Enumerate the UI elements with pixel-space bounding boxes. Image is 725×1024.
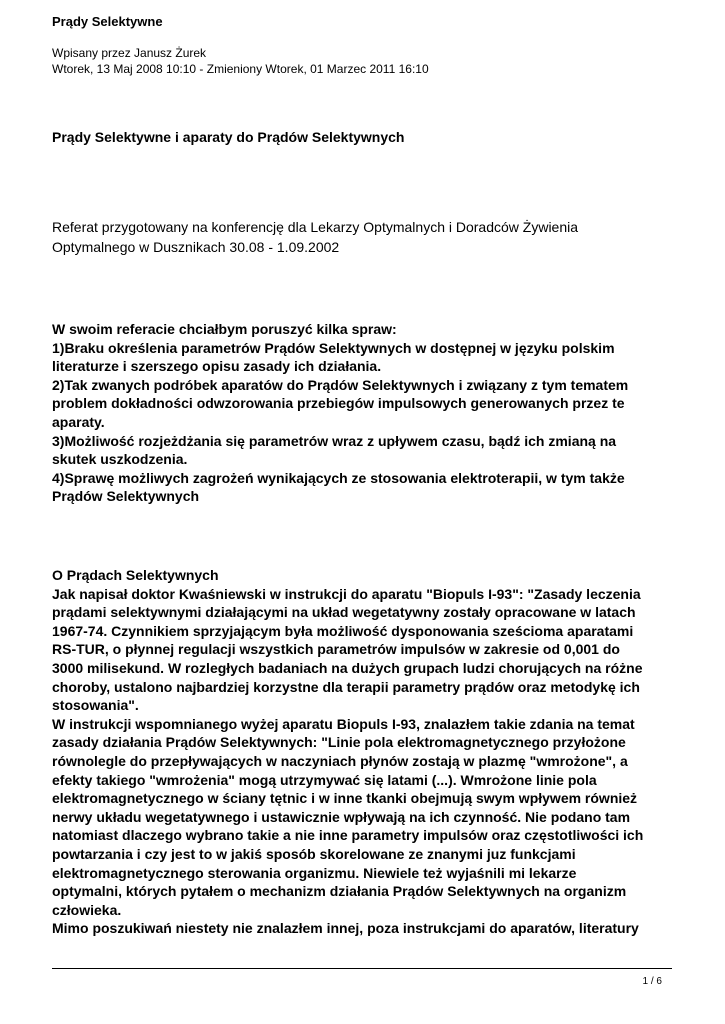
body-line: elektromagnetycznego w ściany tętnic i w inne tkanki obejmują swym wpływem również (52, 790, 638, 807)
body-line: W instrukcji wspomnianego wyżej aparatu Biopuls I-93, znalazłem takie zdania na temat (52, 715, 635, 732)
body-line: Mimo poszukiwań niestety nie znalazłem innej, poza instrukcjami do aparatów, literatury (52, 920, 639, 937)
body-line: powtarzania i czy jest to w jakiś sposób skorelowane ze znanymi juz funkcjami (52, 845, 576, 862)
body-line: zasady działania Prądów Selektywnych: "Linie pola elektromagnetycznego przyłożone (52, 734, 626, 751)
topics-list (52, 320, 677, 506)
topics-line: 1)Braku określenia parametrów Prądów Selektywnych w dostępnej w języku polskim (52, 339, 615, 356)
document-header-title: Prądy Selektywne (52, 14, 163, 29)
body-line: prądami selektywnymi działającymi na układ wegetatywny zostały opracowane w latach (52, 604, 636, 621)
date-line: Wtorek, 13 Maj 2008 10:10 - Zmieniony Wtorek, 01 Marzec 2011 16:10 (52, 62, 429, 76)
article-title: Prądy Selektywne i aparaty do Prądów Selektywnych (52, 129, 405, 145)
body-line: efekty takiego "wmrożenia" mogą utrzymywać się latami (...). Wmrożone linie pola (52, 771, 597, 788)
body-line: równolegle do przepływających w naczyniach płynów zostają w plazmę "wmrożone", a (52, 752, 628, 769)
topics-line: aparaty. (52, 413, 105, 430)
body-line: Jak napisał doktor Kwaśniewski w instrukcji do aparatu "Biopuls I-93": "Zasady leczenia (52, 585, 641, 602)
author-line: Wpisany przez Janusz Żurek (52, 46, 207, 60)
section-selective-currents (52, 566, 677, 938)
page-number: 1 / 6 (642, 976, 662, 987)
topics-line: 2)Tak zwanych podróbek aparatów do Prądów Selektywnych i związany z tym tematem (52, 376, 629, 393)
topics-line: problem dokładności odwzorowania przebiegów impulsowych generowanych przez te (52, 395, 625, 412)
body-line: RS-TUR, o płynnej regulacji wszystkich parametrów impulsów w zakresie od 0,001 do (52, 641, 620, 658)
topics-line: literaturze i szerszego opisu zasady ich działania. (52, 358, 382, 375)
body-line: natomiast dlaczego wybrano takie a nie inne parametry impulsów oraz częstotliwości ich (52, 827, 644, 844)
body-line: 1967-74. Czynnikiem sprzyjającym była możliwość dysponowania sześcioma aparatami (52, 622, 634, 639)
body-line: nerwy układu wegetatywnego i ustawicznie wpływają na ich czynność. Nie podano tam (52, 808, 631, 825)
footer-divider (52, 968, 672, 969)
topics-line: 3)Możliwość rozjeżdżania się parametrów wraz z upływem czasu, bądź ich zmianą na (52, 432, 617, 449)
section-heading: O Prądach Selektywnych (52, 567, 219, 583)
intro-line: Referat przygotowany na konferencję dla Lekarzy Optymalnych i Doradców Żywienia (52, 219, 579, 235)
body-line: elektromagnetycznego sterowania organizmu. Niewiele też wyjaśnili mi lekarze (52, 864, 577, 881)
body-line: człowieka. (52, 901, 122, 918)
topics-line: Prądów Selektywnych (52, 488, 200, 505)
body-line: stosowania". (52, 697, 139, 714)
body-line: optymalni, których pytałem o mechanizm działania Prądów Selektywnych na organizm (52, 883, 627, 900)
body-line: choroby, ustalono najbardziej korzystne dla terapii parametry prądów oraz metodykę ich (52, 678, 640, 695)
body-line: 3000 milisekund. W rozległych badaniach na dużych grupach ludzi chorujących na różne (52, 659, 643, 676)
topics-line: W swoim referacie chciałbym poruszyć kilka spraw: (52, 321, 397, 337)
topics-line: 4)Sprawę możliwych zagrożeń wynikających ze stosowania elektroterapii, w tym także (52, 469, 625, 486)
intro-line: Optymalnego w Dusznikach 30.08 - 1.09.2002 (52, 238, 340, 255)
intro-paragraph (52, 218, 677, 257)
topics-line: skutek uszkodzenia. (52, 451, 188, 468)
